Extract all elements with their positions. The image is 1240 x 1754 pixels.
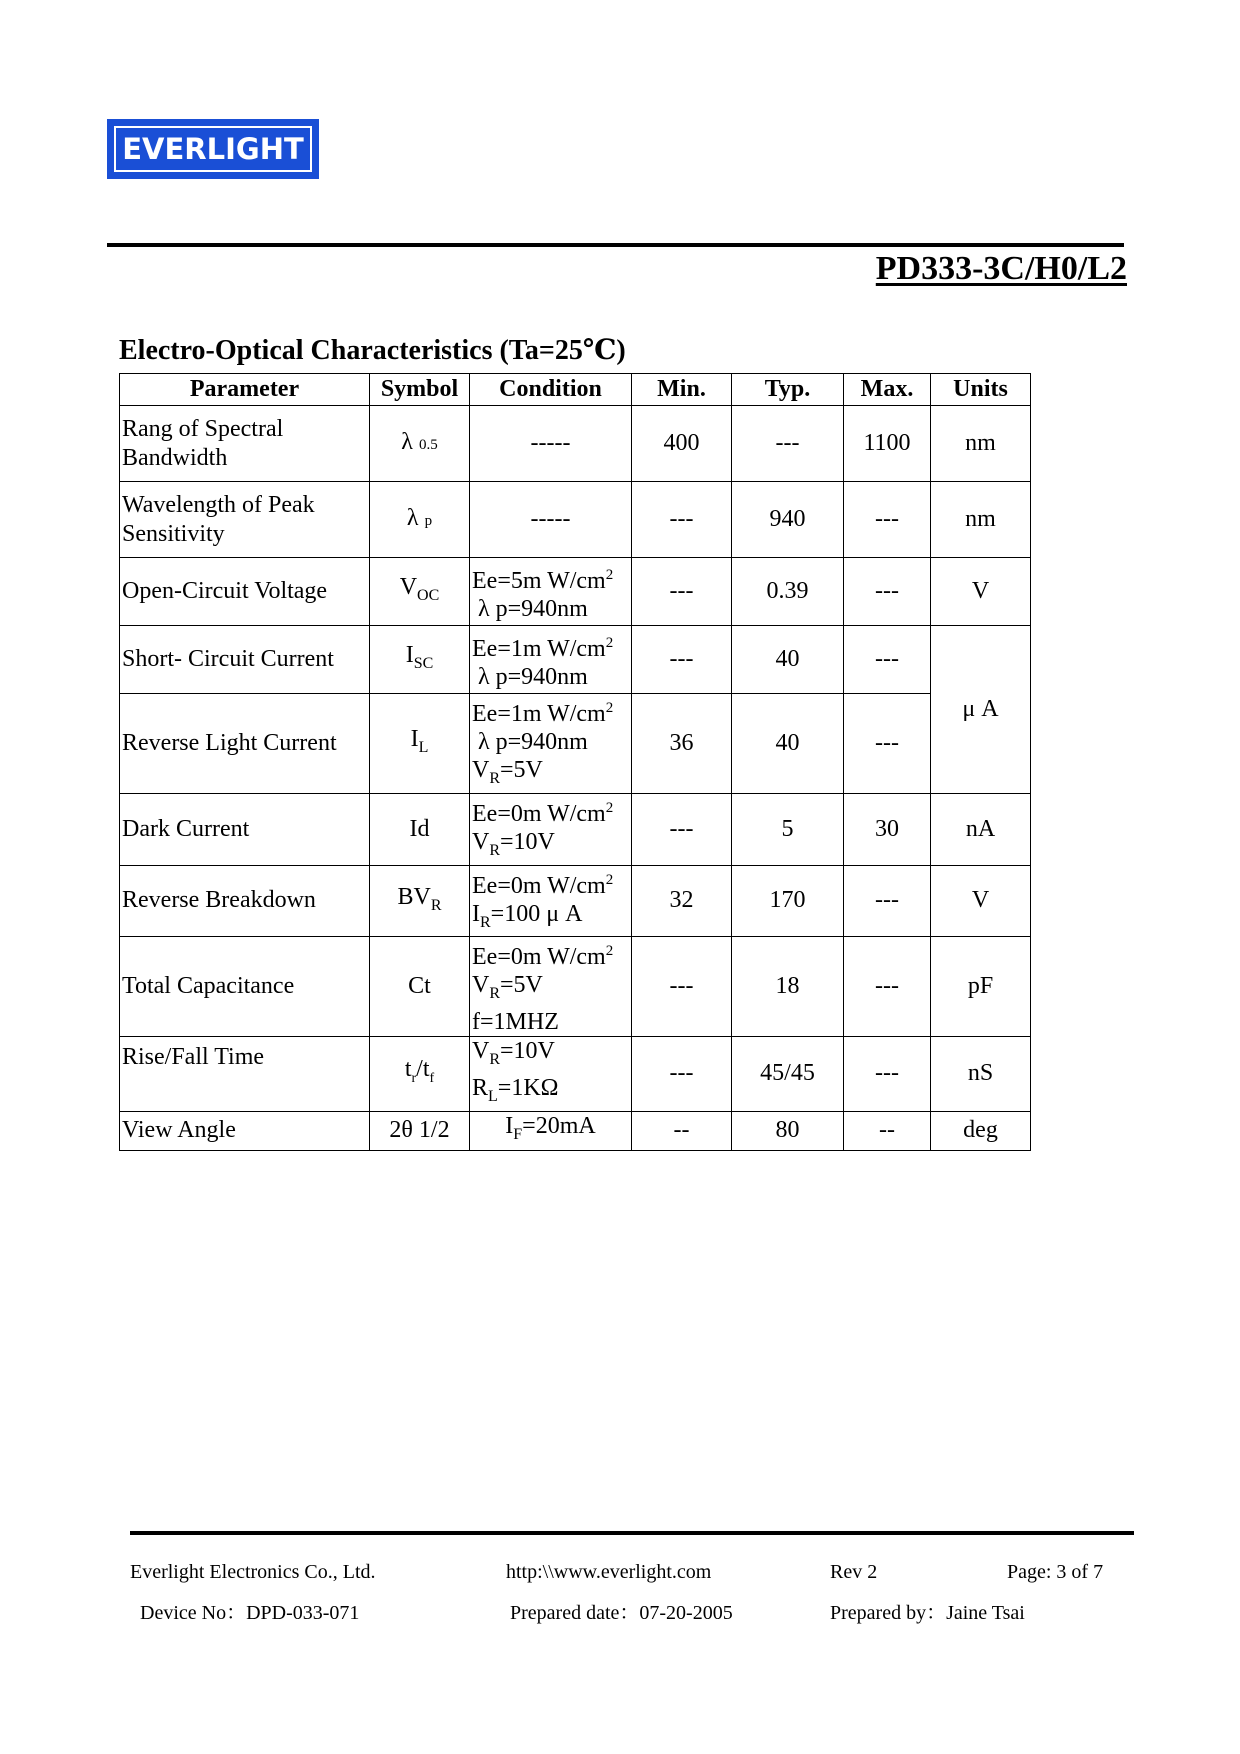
col-units: Units <box>931 374 1031 406</box>
footer-device-no: Device No：DPD-033-071 <box>140 1602 360 1624</box>
col-typ: Typ. <box>732 374 844 406</box>
table-row <box>120 558 1031 626</box>
max-cell: --- <box>844 482 931 558</box>
typ-cell: 40 <box>732 694 844 794</box>
footer-company: Everlight Electronics Co., Ltd. <box>130 1561 376 1583</box>
units-cell: nS <box>931 1037 1031 1112</box>
symbol-cell: $t_r/t_f$ <box>370 1037 470 1112</box>
typ-cell: 0.39 <box>732 558 844 626</box>
max-cell: --- <box>844 626 931 694</box>
section-title: Electro-Optical Characteristics (Ta=25℃) <box>119 335 626 366</box>
param-cell: Short- Circuit Current <box>120 626 370 694</box>
logo-text: EVERLIGHT <box>122 132 304 166</box>
typ-cell: 80 <box>732 1111 844 1150</box>
condition-cell: Ee=0m $W/cm^2$ $V_R=5V$ f=1MHZ <box>470 937 632 1037</box>
typ-cell: 940 <box>732 482 844 558</box>
footer-prepared-date: Prepared date：07-20-2005 <box>510 1602 733 1624</box>
symbol-cell: 2θ 1/2 <box>370 1111 470 1150</box>
min-cell: 400 <box>632 406 732 482</box>
condition-cell: $I_F=20mA$ <box>470 1111 632 1150</box>
min-cell: --- <box>632 482 732 558</box>
max-cell: --- <box>844 558 931 626</box>
param-cell: Open-Circuit Voltage <box>120 558 370 626</box>
min-cell: --- <box>632 793 732 865</box>
min-cell: 36 <box>632 694 732 794</box>
typ-cell: 18 <box>732 937 844 1037</box>
param-cell: Dark Current <box>120 793 370 865</box>
table-row <box>120 865 1031 937</box>
condition-cell: Ee=0m $W/cm^2$ $I_R=100$ μ A <box>470 865 632 937</box>
symbol-cell: $I_{SC}$ <box>370 626 470 694</box>
footer-page: Page: 3 of 7 <box>1007 1561 1104 1583</box>
param-cell: View Angle <box>120 1111 370 1150</box>
min-cell: --- <box>632 558 732 626</box>
min-cell: --- <box>632 626 732 694</box>
footer-prepared-by: Prepared by：Jaine Tsai <box>830 1602 1025 1624</box>
param-cell: Total Capacitance <box>120 937 370 1037</box>
col-parameter: Parameter <box>120 374 370 406</box>
symbol-cell: $BV_R$ <box>370 865 470 937</box>
col-min: Min. <box>632 374 732 406</box>
min-cell: --- <box>632 1037 732 1112</box>
table-header-row <box>120 374 1031 406</box>
condition-cell: $V_R=10V$ $R_L=1K\Omega$ <box>470 1037 632 1112</box>
electro-optical-table <box>119 373 1031 1151</box>
param-cell: Wavelength of Peak Sensitivity <box>120 482 370 558</box>
table-row <box>120 1037 1031 1112</box>
condition-cell: Ee=5m $W/cm^2$ λ p=940nm <box>470 558 632 626</box>
units-cell: V <box>931 558 1031 626</box>
max-cell: --- <box>844 694 931 794</box>
table-row <box>120 1111 1031 1150</box>
typ-cell: 45/45 <box>732 1037 844 1112</box>
min-cell: --- <box>632 937 732 1037</box>
max-cell: -- <box>844 1111 931 1150</box>
footer-rule <box>130 1531 1134 1535</box>
condition-cell: Ee=1m $W/cm^2$ λ p=940nm $V_R=5V$ <box>470 694 632 794</box>
min-cell: 32 <box>632 865 732 937</box>
footer-url: http:\\www.everlight.com <box>506 1561 712 1583</box>
max-cell: --- <box>844 1037 931 1112</box>
symbol-cell: Id <box>370 793 470 865</box>
symbol-cell: $I_L$ <box>370 694 470 794</box>
param-cell: Rise/Fall Time <box>120 1037 370 1112</box>
max-cell: --- <box>844 937 931 1037</box>
symbol-cell: λ p <box>370 482 470 558</box>
min-cell: -- <box>632 1111 732 1150</box>
param-cell: Rang of Spectral Bandwidth <box>120 406 370 482</box>
col-max: Max. <box>844 374 931 406</box>
table-row <box>120 626 1031 694</box>
units-cell: nm <box>931 482 1031 558</box>
header-rule <box>107 243 1124 247</box>
symbol-cell: Ct <box>370 937 470 1037</box>
table-row <box>120 937 1031 1037</box>
table-row <box>120 793 1031 865</box>
condition-cell: Ee=1m $W/cm^2$ λ p=940nm <box>470 626 632 694</box>
param-cell: Reverse Breakdown <box>120 865 370 937</box>
units-cell: deg <box>931 1111 1031 1150</box>
everlight-logo <box>107 119 319 179</box>
units-cell: μ A <box>931 626 1031 794</box>
units-cell: V <box>931 865 1031 937</box>
table-row <box>120 406 1031 482</box>
units-cell: nA <box>931 793 1031 865</box>
typ-cell: 40 <box>732 626 844 694</box>
footer-rev: Rev 2 <box>830 1561 878 1583</box>
model-number: PD333-3C/H0/L2 <box>875 250 1127 287</box>
condition-cell: Ee=0m $W/cm^2$ $V_R=10V$ <box>470 793 632 865</box>
units-cell: pF <box>931 937 1031 1037</box>
col-condition: Condition <box>470 374 632 406</box>
table-row <box>120 694 1031 794</box>
condition-cell: ----- <box>470 482 632 558</box>
max-cell: 30 <box>844 793 931 865</box>
symbol-cell: $V_{OC}$ <box>370 558 470 626</box>
typ-cell: --- <box>732 406 844 482</box>
units-cell: nm <box>931 406 1031 482</box>
typ-cell: 5 <box>732 793 844 865</box>
condition-cell: ----- <box>470 406 632 482</box>
param-cell: Reverse Light Current <box>120 694 370 794</box>
max-cell: --- <box>844 865 931 937</box>
col-symbol: Symbol <box>370 374 470 406</box>
symbol-cell: λ 0.5 <box>370 406 470 482</box>
table-row <box>120 482 1031 558</box>
max-cell: 1100 <box>844 406 931 482</box>
typ-cell: 170 <box>732 865 844 937</box>
